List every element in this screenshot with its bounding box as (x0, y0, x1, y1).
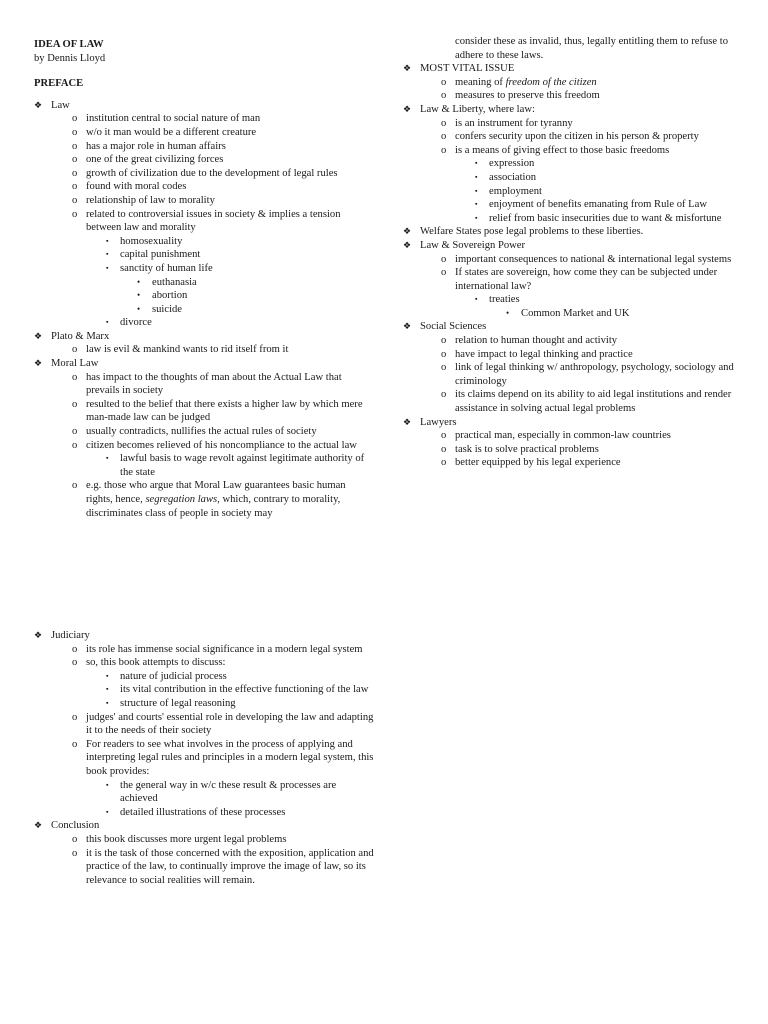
dot-bullet-icon: • (137, 303, 141, 314)
item-text: suicide (152, 303, 183, 315)
circle-bullet-icon: o (441, 430, 447, 442)
item-text: its vital contribution in the effective functioning of the law (120, 684, 369, 696)
square-bullet-icon: ▪ (475, 213, 478, 222)
dot-bullet-icon: • (506, 307, 510, 318)
outline-heading (403, 225, 738, 239)
item-text: Conclusion (51, 820, 100, 832)
item-text: lawful basis to wage revolt against legitimate authority of the state (120, 453, 365, 478)
item-text: Welfare States pose legal problems to these liberties. (420, 226, 644, 238)
square-bullet-icon: ▪ (106, 236, 109, 245)
outline-item (34, 833, 374, 847)
item-text: important consequences to national & international legal systems (455, 253, 732, 265)
outline-item (34, 112, 374, 126)
item-text (86, 480, 346, 518)
outline-item (403, 348, 738, 362)
outline-subitem (34, 697, 374, 711)
diamond-bullet-icon: ❖ (403, 103, 412, 114)
item-text: If states are sovereign, how come they can be subjected under international law? (455, 267, 718, 292)
outline-item (34, 371, 374, 398)
item-text: consider these as invalid, thus, legally entitling them to refuse to adhere to these laws. (455, 36, 729, 61)
item-text: so, this book attempts to discuss: (86, 657, 226, 669)
item-text: its role has immense social significance in a modern legal system (86, 643, 363, 655)
item-text: its claims depend on its ability to aid legal institutions and render assistance in solving actual legal problems (455, 389, 732, 415)
outline-subsubitem (34, 276, 374, 290)
circle-bullet-icon: o (72, 643, 78, 655)
outline-subitem (403, 185, 738, 199)
item-text: association (489, 171, 537, 183)
item-text: homosexuality (120, 235, 183, 247)
circle-bullet-icon: o (72, 126, 78, 138)
diamond-bullet-icon: ❖ (403, 321, 412, 332)
circle-bullet-icon: o (72, 194, 78, 206)
circle-bullet-icon: o (72, 398, 78, 410)
diamond-bullet-icon: ❖ (34, 630, 43, 640)
outline-heading (34, 330, 374, 344)
item-text: related to controversial issues in society & implies a tension between law and morality (86, 208, 341, 234)
outline-heading (403, 62, 738, 76)
square-bullet-icon: ▪ (475, 172, 478, 181)
circle-bullet-icon: o (72, 480, 78, 492)
item-text: employment (489, 185, 542, 197)
outline-item (34, 479, 374, 520)
square-bullet-icon: ▪ (106, 685, 109, 694)
square-bullet-icon: ▪ (106, 807, 109, 816)
outline-subitem (34, 248, 374, 262)
item-text: measures to preserve this freedom (455, 90, 600, 102)
circle-bullet-icon: o (72, 847, 78, 859)
circle-bullet-icon: o (72, 154, 78, 166)
document-title: IDEA OF LAW (34, 39, 104, 50)
square-bullet-icon: ▪ (106, 780, 109, 789)
outline-item (403, 89, 738, 103)
document-author: by Dennis Lloyd (34, 52, 106, 64)
circle-bullet-icon: o (441, 117, 447, 129)
circle-bullet-icon: o (72, 657, 78, 669)
item-text: Law (51, 99, 70, 111)
item-text: Judiciary (51, 630, 90, 641)
item-text: sanctity of human life (120, 262, 213, 274)
outline-subsubitem (34, 303, 374, 317)
diamond-bullet-icon: ❖ (403, 416, 412, 427)
item-text: practical man, especially in common-law countries (455, 430, 671, 442)
item-text: For readers to see what involves in the process of applying and interpreting legal rules and principles in a modern legal system, this book provides: (86, 738, 374, 777)
item-text: one of the great civilizing forces (86, 154, 224, 166)
right-column (403, 35, 738, 470)
outline-heading (403, 416, 738, 430)
item-text: euthanasia (152, 276, 197, 288)
item-text: MOST VITAL ISSUE (420, 63, 515, 75)
item-text: the general way in w/c these result & processes are achieved (120, 779, 337, 805)
item-text: growth of civilization due to the development of legal rules (86, 167, 338, 179)
item-text: relationship of law to morality (86, 194, 215, 206)
circle-bullet-icon: o (441, 457, 447, 469)
square-bullet-icon: ▪ (106, 698, 109, 707)
dot-bullet-icon: • (137, 290, 141, 301)
circle-bullet-icon: o (441, 362, 447, 374)
circle-bullet-icon: o (72, 167, 78, 179)
outline-list-left (34, 99, 374, 520)
item-text-post: , which, contrary to morality, discriminates class of people in society may (86, 494, 341, 519)
item-text-pre: meaning of (455, 76, 506, 88)
outline-item (403, 429, 738, 443)
outline-list-lower (34, 629, 374, 887)
outline-subitem (34, 779, 374, 806)
outline-item (34, 140, 374, 154)
square-bullet-icon: ▪ (475, 200, 478, 209)
item-text: this book discusses more urgent legal problems (86, 833, 287, 845)
item-text: found with moral codes (86, 181, 187, 193)
circle-bullet-icon: o (72, 181, 78, 193)
item-text: is a means of giving effect to those basic freedoms (455, 144, 670, 156)
item-text: law is evil & mankind wants to rid itself from it (86, 344, 289, 356)
square-bullet-icon: ▪ (106, 671, 109, 680)
circle-bullet-icon: o (441, 144, 447, 156)
item-text: better equipped by his legal experience (455, 457, 621, 469)
circle-bullet-icon: o (441, 90, 447, 102)
square-bullet-icon: ▪ (106, 454, 109, 463)
item-text: it is the task of those concerned with the exposition, application and practice of the law, to continually improve the image of law, so its relevance to social realities will remain. (86, 847, 374, 886)
outline-item (34, 343, 374, 357)
item-text: divorce (120, 317, 152, 329)
circle-bullet-icon: o (72, 738, 78, 750)
outline-item (403, 443, 738, 457)
outline-subitem (403, 198, 738, 212)
item-text: Common Market and UK (521, 307, 630, 319)
outline-item (403, 130, 738, 144)
item-text: institution central to social nature of man (86, 113, 261, 125)
outline-item (34, 847, 374, 888)
outline-subitem (34, 670, 374, 684)
item-text: Social Sciences (420, 321, 487, 333)
outline-item (34, 126, 374, 140)
item-text: resulted to the belief that there exists a higher law by which mere man-made law can be judged (86, 398, 363, 424)
outline-heading (34, 357, 374, 371)
item-text: capital punishment (120, 249, 201, 261)
outline-item (34, 153, 374, 167)
outline-item (34, 711, 374, 738)
outline-subitem (34, 806, 374, 820)
item-text: treaties (489, 294, 520, 306)
item-text: w/o it man would be a different creature (86, 126, 257, 138)
circle-bullet-icon: o (72, 833, 78, 845)
outline-item (403, 144, 738, 158)
outline-item (34, 180, 374, 194)
diamond-bullet-icon: ❖ (34, 820, 43, 831)
outline-item (34, 425, 374, 439)
square-bullet-icon: ▪ (475, 295, 478, 304)
circle-bullet-icon: o (441, 131, 447, 143)
outline-item (34, 167, 374, 181)
left-column (34, 38, 374, 520)
diamond-bullet-icon: ❖ (403, 239, 412, 250)
circle-bullet-icon: o (72, 344, 78, 356)
circle-bullet-icon: o (72, 439, 78, 451)
circle-bullet-icon: o (441, 267, 447, 279)
item-text: confers security upon the citizen in his person & property (455, 131, 699, 143)
outline-subitem (403, 293, 738, 307)
item-text: Moral Law (51, 358, 99, 370)
outline-heading (403, 239, 738, 253)
outline-heading (34, 819, 374, 833)
circle-bullet-icon: o (441, 348, 447, 360)
circle-bullet-icon: o (441, 76, 447, 88)
outline-item (403, 76, 738, 90)
circle-bullet-icon: o (441, 443, 447, 455)
outline-item (403, 388, 738, 415)
circle-bullet-icon: o (72, 113, 78, 125)
outline-subitem (34, 316, 374, 330)
outline-item (34, 738, 374, 779)
item-text: detailed illustrations of these processes (120, 806, 286, 818)
outline-subsubitem (34, 289, 374, 303)
outline-item (34, 208, 374, 235)
item-text: Law & Liberty, where law: (420, 103, 535, 115)
circle-bullet-icon: o (72, 426, 78, 438)
item-text: enjoyment of benefits emanating from Rule of Law (489, 199, 707, 211)
outline-item (34, 194, 374, 208)
dot-bullet-icon: • (137, 276, 141, 287)
outline-item (403, 361, 738, 388)
item-text: expression (489, 158, 535, 170)
item-text: nature of judicial process (120, 670, 227, 682)
item-text: Law & Sovereign Power (420, 239, 526, 251)
item-text: has impact to the thoughts of man about the Actual Law that prevails in society (86, 371, 342, 397)
outline-heading (403, 320, 738, 334)
diamond-bullet-icon: ❖ (34, 358, 43, 369)
outline-item (34, 398, 374, 425)
outline-subsubitem (403, 307, 738, 321)
outline-item (403, 266, 738, 293)
outline-heading (34, 99, 374, 113)
outline-subitem (34, 262, 374, 276)
outline-item (34, 643, 374, 657)
outline-item (34, 656, 374, 670)
diamond-bullet-icon: ❖ (34, 330, 43, 341)
preface-heading: PREFACE (34, 78, 84, 90)
square-bullet-icon: ▪ (475, 159, 478, 168)
item-text: has a major role in human affairs (86, 140, 226, 152)
outline-subitem (403, 171, 738, 185)
outline-list-right (403, 35, 738, 470)
item-text: Plato & Marx (51, 330, 110, 342)
outline-item (34, 439, 374, 453)
item-text: abortion (152, 290, 188, 302)
circle-bullet-icon: o (441, 389, 447, 401)
outline-heading (34, 629, 374, 643)
diamond-bullet-icon: ❖ (403, 226, 412, 237)
item-text: link of legal thinking w/ anthropology, psychology, sociology and criminology (455, 362, 734, 387)
circle-bullet-icon: o (72, 208, 78, 220)
continuation-text (403, 35, 738, 62)
circle-bullet-icon: o (72, 371, 78, 383)
circle-bullet-icon: o (72, 140, 78, 152)
square-bullet-icon: ▪ (106, 318, 109, 327)
circle-bullet-icon: o (72, 711, 78, 723)
square-bullet-icon: ▪ (106, 250, 109, 259)
item-text-emphasis: freedom of the citizen (505, 76, 597, 88)
outline-subitem (34, 452, 374, 479)
outline-item (403, 456, 738, 470)
circle-bullet-icon: o (441, 253, 447, 265)
outline-item (403, 334, 738, 348)
diamond-bullet-icon: ❖ (34, 99, 43, 110)
lower-left-column (34, 629, 374, 887)
item-text: relief from basic insecurities due to want & misfortune (489, 212, 722, 224)
square-bullet-icon: ▪ (475, 186, 478, 195)
outline-subitem (403, 157, 738, 171)
outline-subitem (403, 212, 738, 226)
item-text-emphasis: segregation laws (145, 494, 218, 505)
item-text: is an instrument for tyranny (455, 117, 573, 129)
outline-heading (403, 103, 738, 117)
circle-bullet-icon: o (441, 335, 447, 347)
outline-item (403, 117, 738, 131)
outline-subitem (34, 235, 374, 249)
outline-item (403, 253, 738, 267)
item-text: Lawyers (420, 416, 457, 428)
item-text: judges' and courts' essential role in developing the law and adapting it to the needs of their society (86, 711, 374, 737)
item-text: task is to solve practical problems (455, 443, 599, 455)
square-bullet-icon: ▪ (106, 263, 109, 272)
item-text: citizen becomes relieved of his noncompliance to the actual law (86, 439, 357, 451)
item-text: have impact to legal thinking and practice (455, 348, 633, 360)
item-text: relation to human thought and activity (455, 335, 618, 347)
item-text: structure of legal reasoning (120, 697, 236, 709)
item-text (455, 77, 597, 88)
diamond-bullet-icon: ❖ (403, 63, 412, 74)
item-text-pre: e.g. those who argue that Moral Law guarantees basic human rights, hence, (86, 480, 346, 505)
outline-subitem (34, 683, 374, 697)
item-text: usually contradicts, nullifies the actual rules of society (86, 426, 317, 438)
